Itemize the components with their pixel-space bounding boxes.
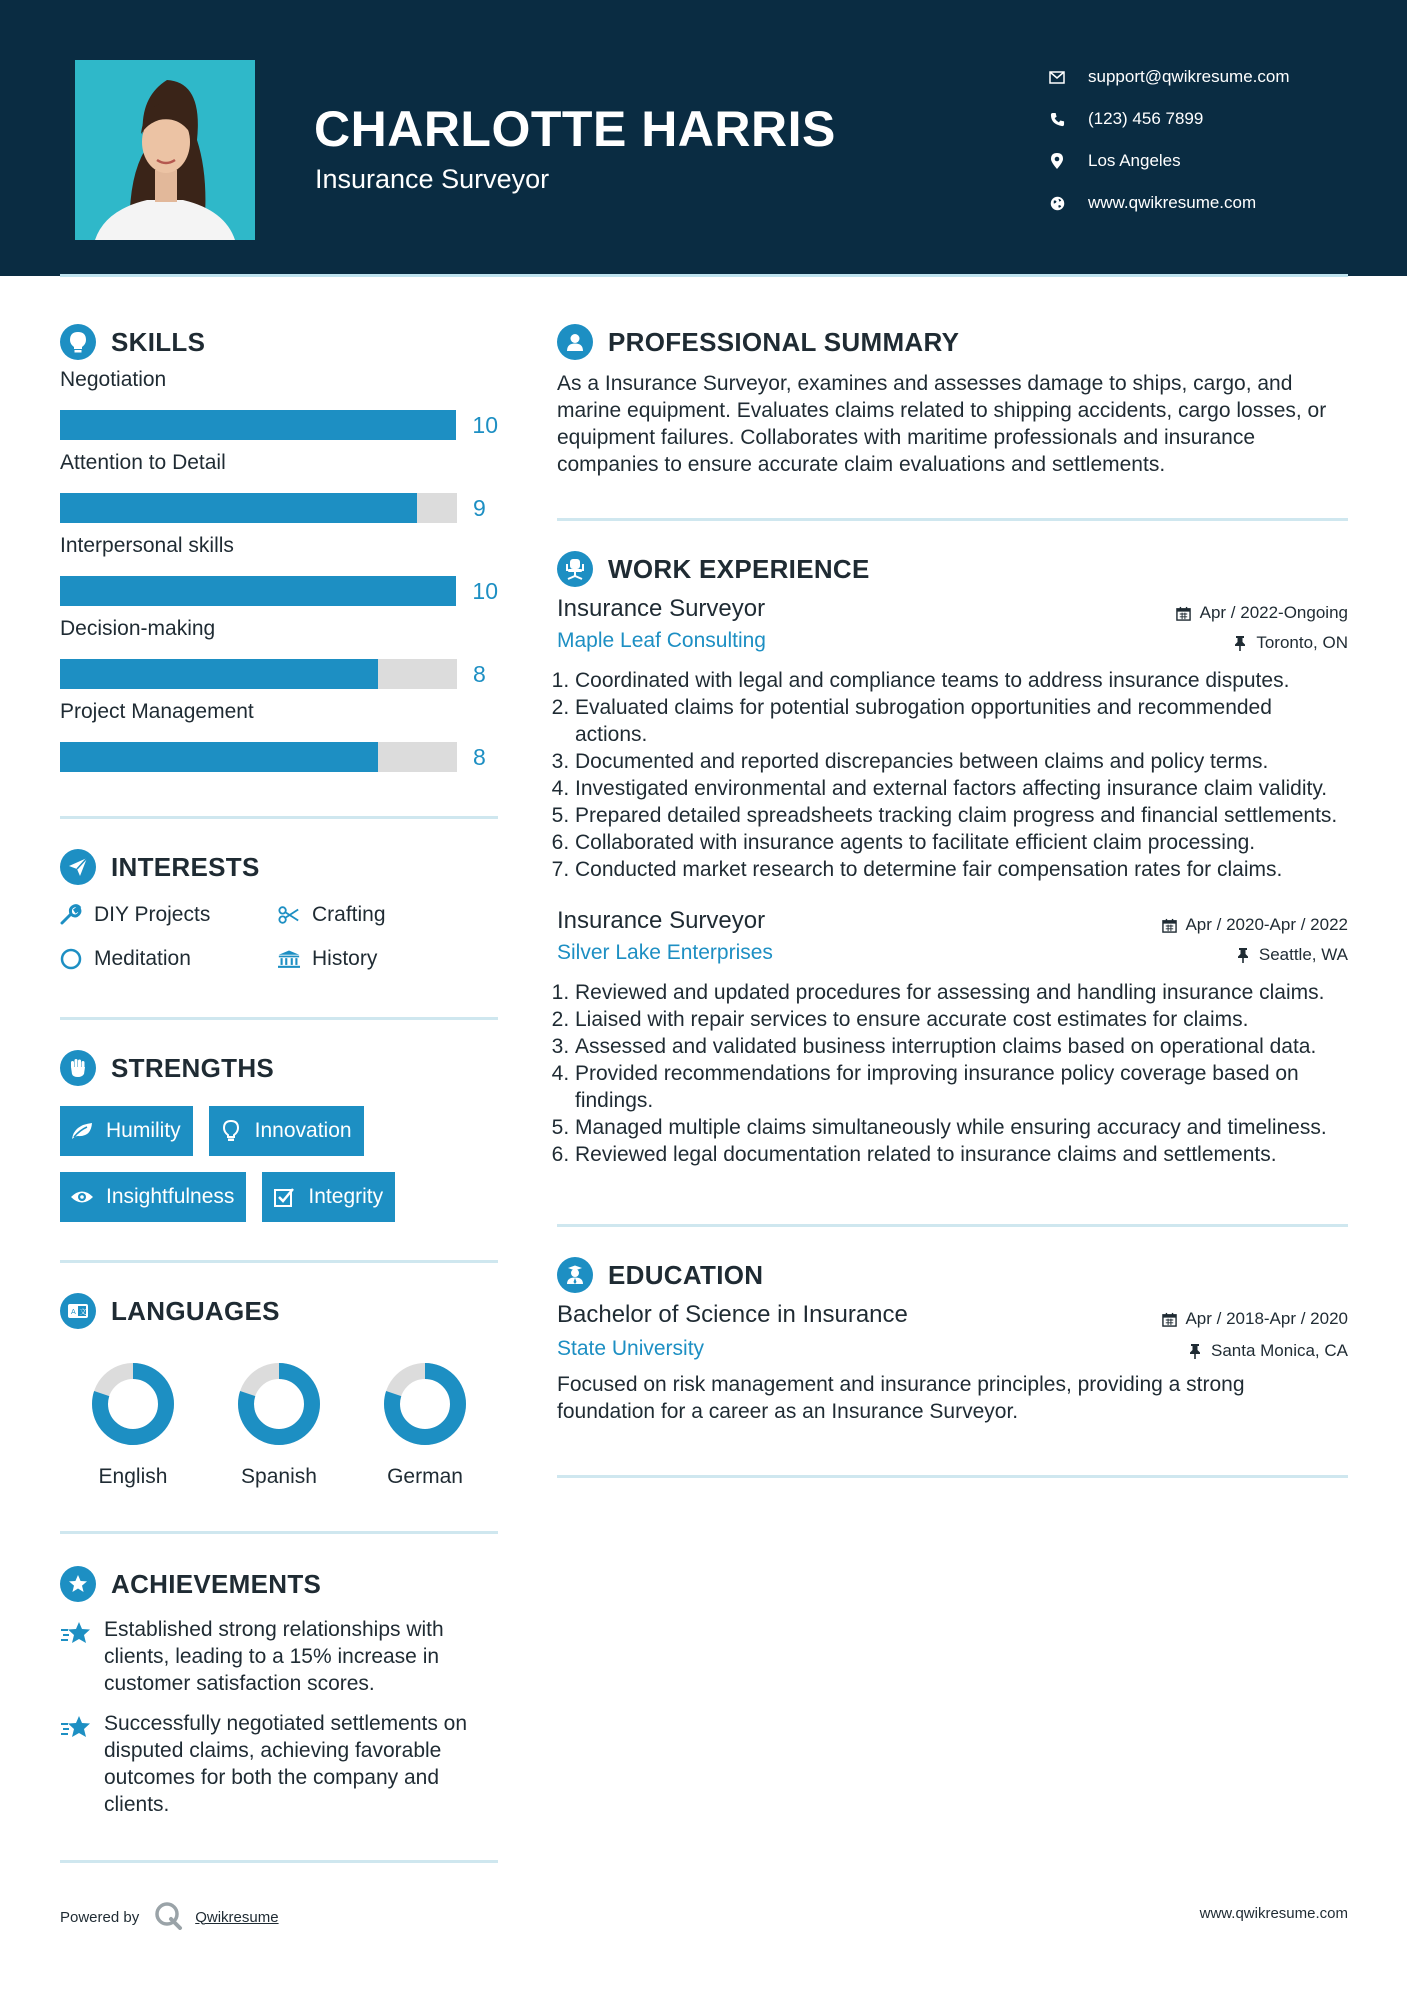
map-pin-icon [1048, 152, 1066, 170]
education-date [1161, 1309, 1348, 1329]
pushpin-icon [1232, 635, 1248, 651]
section-divider [557, 1224, 1348, 1227]
candidate-name: CHARLOTTE HARRIS [314, 101, 836, 157]
contact-list [1048, 56, 1290, 224]
resume-header [0, 0, 1407, 276]
languages-header [60, 1291, 498, 1331]
achievements-section [60, 1564, 498, 1818]
skill-name: Interpersonal skills [60, 534, 234, 557]
task-item: 4. Investigated environmental and external factors affecting insurance claim validity. [575, 775, 1348, 802]
experience-header [557, 549, 1348, 589]
job-title: Insurance Surveyor [557, 595, 766, 622]
calendar-icon [1161, 1311, 1177, 1327]
skill-bar [60, 410, 456, 440]
star-icon [60, 1712, 92, 1744]
language-item [60, 1359, 206, 1489]
star-icon [60, 1618, 92, 1650]
interest-item [278, 901, 478, 929]
task-item: 1. Reviewed and updated procedures for assessing and handling insurance claims. [575, 979, 1348, 1006]
profile-photo [75, 60, 255, 240]
education-header [557, 1255, 1348, 1295]
contact-website[interactable] [1048, 182, 1290, 224]
language-name: English [98, 1465, 168, 1488]
svg-text:A: A [71, 1308, 76, 1316]
interest-item [60, 945, 278, 973]
office-chair-icon [557, 551, 593, 587]
skill-value: 10 [472, 411, 498, 438]
achievement-item [60, 1710, 498, 1818]
education-entry [557, 1301, 1348, 1425]
skill-item [60, 534, 498, 606]
bank-icon [278, 948, 300, 970]
task-item: 2. Liaised with repair services to ensure accurate cost estimates for claims. [575, 1006, 1348, 1033]
achievement-text: Established strong relationships with clients, leading to a 15% increase in customer satisfaction scores. [104, 1618, 444, 1695]
job-location [1235, 945, 1348, 965]
task-item: 6. Reviewed legal documentation related to insurance claims and settlements. [575, 1141, 1348, 1168]
education-title: EDUCATION [608, 1259, 764, 1290]
language-donut [380, 1359, 470, 1449]
job-entry [557, 907, 1348, 1168]
job-location-text: Seattle, WA [1258, 945, 1348, 964]
achievement-text: Successfully negotiated settlements on disputed claims, achieving favorable outcomes for both the company and clients. [104, 1712, 468, 1816]
job-entry [557, 595, 1348, 883]
languages-section [60, 1291, 498, 1489]
section-divider [60, 1531, 498, 1534]
task-item: 5. Managed multiple claims simultaneously while ensuring accuracy and timeliness. [575, 1114, 1348, 1141]
interest-item [60, 901, 278, 929]
qwikresume-logo-icon [153, 1900, 183, 1934]
education-section [557, 1255, 1348, 1425]
strength-chip [60, 1172, 246, 1222]
contact-location [1048, 140, 1290, 182]
interest-label: Meditation [94, 947, 191, 970]
leaf-icon [70, 1119, 94, 1143]
candidate-title: Insurance Surveyor [315, 164, 550, 194]
experience-section [557, 549, 1348, 1168]
summary-text: As a Insurance Surveyor, examines and assesses damage to ships, cargo, and marine equipment. Evaluates claims related to shipping accidents, cargo losses, or equipment failures. Collaborates with maritime professionals and insurance companies to ensure accurate claim evaluations and settlements. [557, 372, 1327, 476]
skill-bar [60, 576, 456, 606]
strength-label: Humility [106, 1119, 181, 1142]
eye-icon [70, 1185, 94, 1209]
skill-bar-fill [60, 742, 378, 772]
school-name: State University [557, 1337, 705, 1360]
task-item: 5. Prepared detailed spreadsheets tracking claim progress and financial settlements. [575, 802, 1348, 829]
summary-header [557, 322, 1348, 362]
strength-label: Innovation [254, 1119, 352, 1142]
lightbulb-icon [60, 324, 96, 360]
education-description: Focused on risk management and insurance principles, providing a strong foundation for a career as an Insurance Surveyor. [557, 1373, 1245, 1423]
contact-phone-text: (123) 456 7899 [1088, 109, 1204, 128]
calendar-icon [1176, 605, 1192, 621]
scissors-icon [278, 904, 300, 926]
task-list [557, 979, 1348, 1168]
task-item: 4. Provided recommendations for improving insurance policy coverage based on findings. [575, 1060, 1348, 1114]
skill-value: 9 [473, 494, 486, 521]
task-item: 1. Coordinated with legal and compliance teams to address insurance disputes. [575, 667, 1348, 694]
powered-by-text: Powered by [60, 1908, 140, 1926]
skills-header [60, 322, 498, 362]
task-item: 7. Conducted market research to determine fair compensation rates for claims. [575, 856, 1348, 883]
languages-list [60, 1359, 498, 1489]
skill-bar-fill [60, 410, 456, 440]
skill-bar [60, 742, 457, 772]
section-divider [60, 1017, 498, 1020]
circle-icon [60, 948, 82, 970]
contact-email-text: support@qwikresume.com [1088, 67, 1290, 86]
skill-bar-fill [60, 659, 378, 689]
skill-item [60, 451, 498, 523]
wrench-icon [60, 904, 82, 926]
envelope-icon [1048, 68, 1066, 86]
paper-plane-icon [60, 849, 96, 885]
task-item: 2. Evaluated claims for potential subrogation opportunities and recommended actions. [575, 694, 1348, 748]
skill-bar-fill [60, 493, 417, 523]
achievements-header [60, 1564, 498, 1604]
education-location-text: Santa Monica, CA [1210, 1341, 1348, 1360]
summary-section [557, 322, 1348, 478]
footer-divider [60, 1860, 498, 1863]
fist-icon [60, 1050, 96, 1086]
section-divider [557, 1475, 1348, 1478]
skill-item [60, 700, 498, 772]
lightbulb-icon [219, 1119, 243, 1143]
strengths-title: STRENGTHS [111, 1052, 275, 1083]
job-date [1161, 915, 1348, 935]
language-name: German [387, 1465, 463, 1488]
skill-value: 8 [473, 660, 486, 687]
language-donut [234, 1359, 324, 1449]
skill-bar-fill [60, 576, 456, 606]
section-divider [557, 518, 1348, 521]
skill-bar [60, 493, 457, 523]
skill-value: 8 [473, 743, 486, 770]
interest-item [278, 945, 478, 973]
pushpin-icon [1235, 947, 1251, 963]
company-name: Maple Leaf Consulting [557, 629, 766, 652]
globe-icon [1048, 194, 1066, 212]
interests-header [60, 847, 498, 887]
graduate-icon [557, 1257, 593, 1293]
summary-title: PROFESSIONAL SUMMARY [608, 326, 960, 357]
footer-website[interactable]: www.qwikresume.com [1199, 1905, 1348, 1922]
languages-title: LANGUAGES [111, 1295, 280, 1326]
section-divider [60, 816, 498, 819]
strength-chip [262, 1172, 395, 1222]
strength-chip [209, 1106, 364, 1156]
task-list [557, 667, 1348, 883]
language-item [206, 1359, 352, 1489]
skills-section [60, 322, 498, 772]
interests-section [60, 847, 498, 973]
contact-website-text: www.qwikresume.com [1088, 193, 1257, 212]
pushpin-icon [1187, 1343, 1203, 1359]
task-item: 6. Collaborated with insurance agents to facilitate efficient claim processing. [575, 829, 1348, 856]
strength-label: Insightfulness [106, 1185, 235, 1208]
language-icon [60, 1293, 96, 1329]
skill-name: Project Management [60, 700, 254, 723]
footer-powered-by [60, 1900, 279, 1934]
strengths-section [60, 1048, 498, 1222]
job-title: Insurance Surveyor [557, 907, 766, 934]
skills-title: SKILLS [111, 326, 206, 357]
education-location [1187, 1341, 1348, 1361]
skill-bar [60, 659, 457, 689]
job-date-text: Apr / 2022-Ongoing [1199, 603, 1348, 622]
language-item [352, 1359, 498, 1489]
contact-location-text: Los Angeles [1088, 151, 1181, 170]
interest-label: History [312, 947, 378, 970]
job-date-text: Apr / 2020-Apr / 2022 [1185, 915, 1348, 934]
experience-title: WORK EXPERIENCE [608, 553, 870, 584]
skill-name: Attention to Detail [60, 451, 226, 474]
strengths-header [60, 1048, 498, 1088]
right-column [557, 322, 1348, 1478]
achievements-title: ACHIEVEMENTS [111, 1568, 322, 1599]
qwikresume-link[interactable]: Qwikresume [195, 1908, 279, 1926]
skill-item [60, 617, 498, 689]
strength-chip [60, 1106, 193, 1156]
contact-phone[interactable] [1048, 98, 1290, 140]
job-location [1232, 633, 1348, 653]
svg-text:文: 文 [79, 1308, 87, 1316]
header-divider [60, 274, 1348, 277]
skill-item [60, 368, 498, 440]
company-name: Silver Lake Enterprises [557, 941, 773, 964]
interest-label: Crafting [312, 903, 386, 926]
task-item: 3. Documented and reported discrepancies between claims and policy terms. [575, 748, 1348, 775]
left-column [60, 322, 498, 1818]
checkbox-icon [272, 1185, 296, 1209]
language-name: Spanish [241, 1465, 317, 1488]
education-date-text: Apr / 2018-Apr / 2020 [1185, 1309, 1348, 1328]
star-badge-icon [60, 1566, 96, 1602]
strength-label: Integrity [308, 1185, 384, 1208]
skill-name: Decision-making [60, 617, 216, 640]
interest-label: DIY Projects [94, 903, 211, 926]
phone-icon [1048, 110, 1066, 128]
language-donut [88, 1359, 178, 1449]
interests-list [60, 901, 498, 973]
user-icon [557, 324, 593, 360]
section-divider [60, 1260, 498, 1263]
contact-email[interactable] [1048, 56, 1290, 98]
interests-title: INTERESTS [111, 851, 260, 882]
strengths-list [60, 1106, 480, 1222]
calendar-icon [1161, 917, 1177, 933]
job-date [1176, 603, 1348, 623]
achievement-item [60, 1616, 498, 1697]
job-location-text: Toronto, ON [1256, 633, 1348, 652]
task-item: 3. Assessed and validated business interruption claims based on operational data. [575, 1033, 1348, 1060]
skill-name: Negotiation [60, 368, 167, 391]
degree-name: Bachelor of Science in Insurance [557, 1301, 908, 1328]
skill-value: 10 [472, 577, 498, 604]
